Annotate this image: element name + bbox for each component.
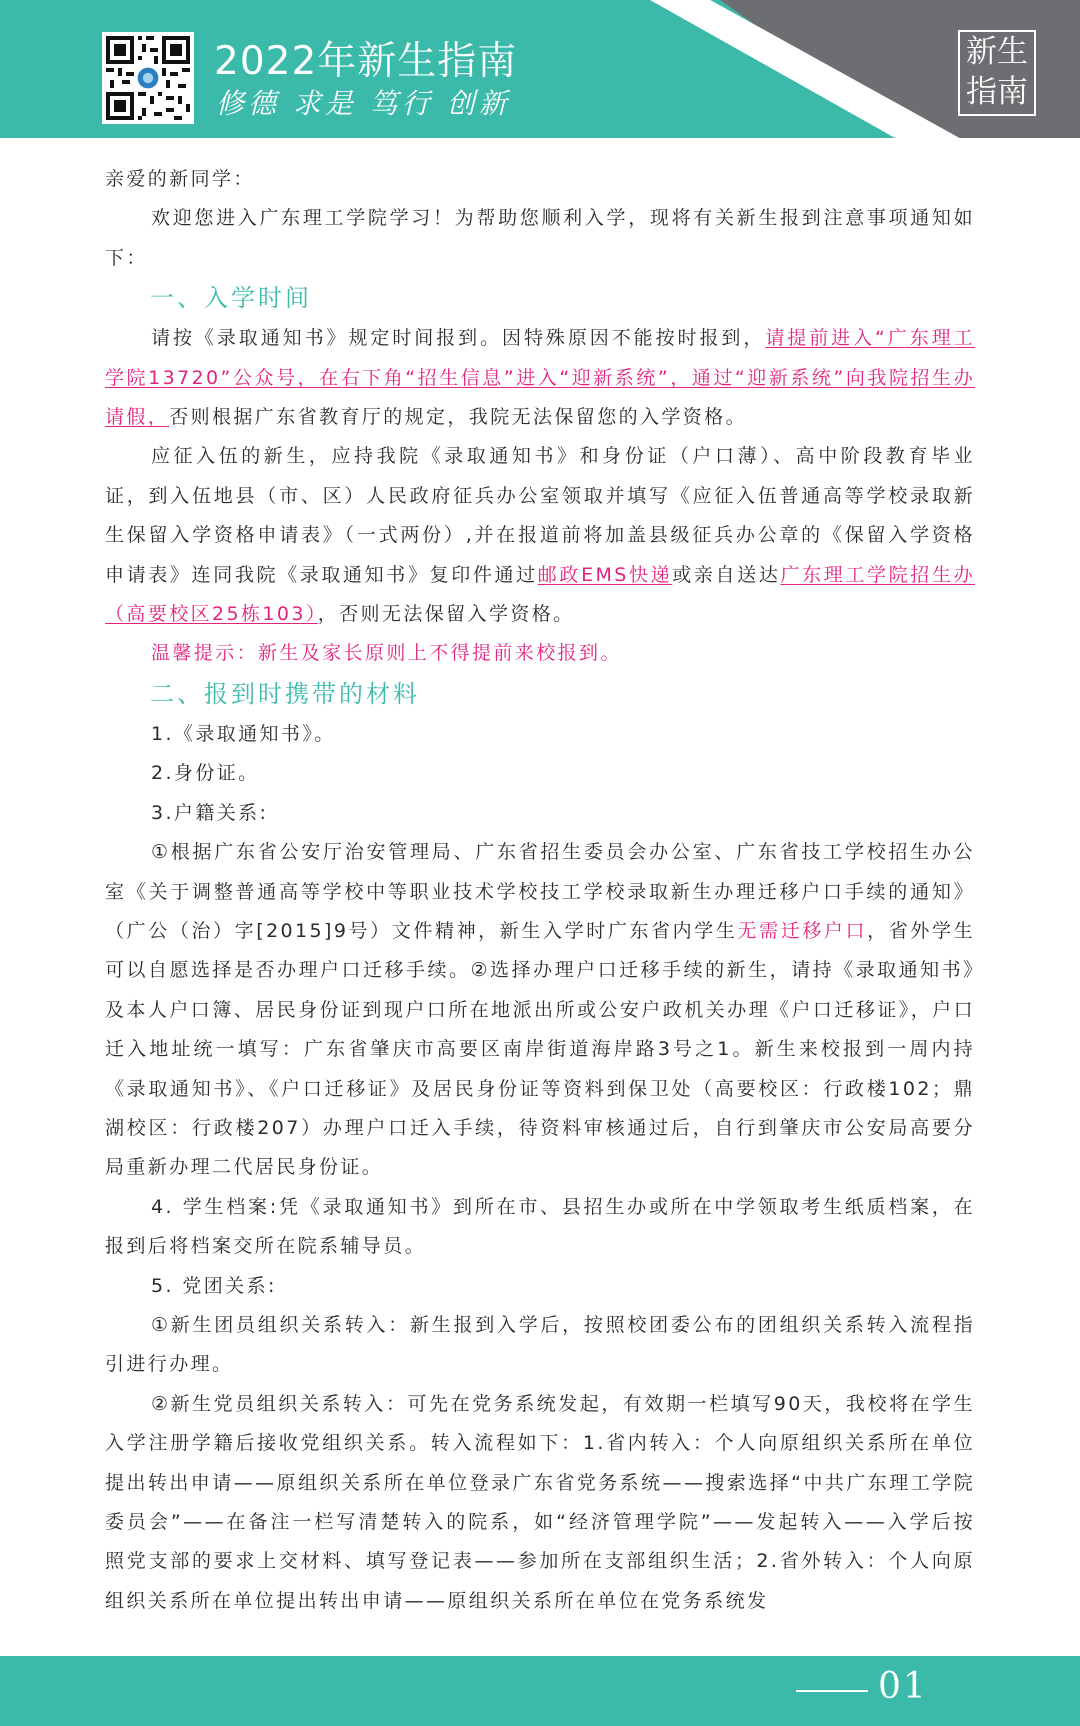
- hukou-paragraph: [105, 833, 975, 1188]
- leave-request-link[interactable]: 请提前进入“广东理工学院13720”公众号，在右下角“招生信息”进入“迎新系统”，通过“迎新系统”向我院招生办请假，: [105, 327, 976, 429]
- guide-badge: [958, 30, 1036, 116]
- warm-tip: 温馨提示：新生及家长原则上不得提前来校报到。: [151, 642, 622, 665]
- hukou-highlight: 无需迁移户口: [737, 919, 868, 942]
- hukou-text-b: ，省外学生可以自愿选择是否办理户口迁移手续。②选择办理户口迁移手续的新生，请持《录取通知书》及本人户口簿、居民身份证到现户口所在地派出所或公安户政机关办理《户口迁移证》，户口迁入地址统一填写：广东省肇庆市高要区南岸街道海岸路3号之1。新生来校报到一周内持《录取通知书》、《户口迁移证》及居民身份证等资料到保卫处（高要校区：行政楼102；鼎湖校区：行政楼207）办理户口迁入手续，待资料审核通过后，自行到肇庆市公安局高要分局重新办理二代居民身份证。: [105, 919, 975, 1179]
- guide-title: 2022年新生指南: [214, 39, 518, 84]
- material-item-5: 5. 党团关系:: [151, 1274, 277, 1297]
- league-paragraph: ①新生团员组织关系转入：新生报到入学后，按照校团委公布的团组织关系转入流程指引进行办理。: [105, 1313, 975, 1376]
- material-item-2: 2.身份证。: [151, 762, 260, 785]
- ems-link[interactable]: 邮政EMS快递: [537, 563, 673, 586]
- military-paragraph: [105, 437, 975, 634]
- material-item-3: 3.户籍关系:: [151, 801, 269, 824]
- section-2-heading: 二、报到时携带的材料: [150, 679, 420, 708]
- notice-body: [105, 160, 975, 1621]
- material-item-4: 4. 学生档案:凭《录取通知书》到所在市、县招生办或所在中学领取考生纸质档案，在报到后将档案交所在院系辅导员。: [105, 1195, 975, 1258]
- military-text-c: ，否则无法保留入学资格。: [317, 603, 575, 626]
- school-motto: 修德 求是 笃行 创新: [216, 87, 511, 120]
- footer-line: [796, 1690, 868, 1692]
- enrollment-time-text-b: 否则根据广东省教育厅的规定，我院无法保留您的入学资格。: [169, 406, 748, 429]
- material-item-1: 1.《录取通知书》。: [151, 722, 336, 745]
- military-text-b: 或亲自送达: [672, 563, 781, 586]
- qr-code-icon: [102, 32, 194, 124]
- page-number: 01: [878, 1666, 928, 1707]
- enrollment-time-text-a: 请按《录取通知书》规定时间报到。因特殊原因不能按时报到，: [151, 327, 766, 350]
- section-1-heading: 一、入学时间: [150, 284, 312, 313]
- badge-line-2: 指南: [966, 74, 1028, 110]
- military-text-a: 应征入伍的新生，应持我院《录取通知书》和身份证（户口薄）、高中阶段教育毕业证，到入伍地县（市、区）人民政府征兵办公室领取并填写《应征入伍普通高等学校录取新生保留入学资格申请表》（一式两份）,并在报道前将加盖县级征兵办公章的《保留入学资格申请表》连同我院《录取通知书》复印件通过: [105, 445, 975, 586]
- enrollment-time-paragraph: [105, 319, 975, 437]
- intro-paragraph: 欢迎您进入广东理工学院学习！为帮助您顺利入学，现将有关新生报到注意事项通知如下：: [105, 207, 975, 269]
- footer-bar: [0, 1656, 1080, 1726]
- party-paragraph: ②新生党员组织关系转入：可先在党务系统发起，有效期一栏填写90天，我校将在学生入学注册学籍后接收党组织关系。转入流程如下：1.省内转入：个人向原组织关系所在单位提出转出申请——原组织关系所在单位登录广东省党务系统——搜索选择“中共广东理工学院委员会”——在备注一栏写清楚转入的院系，如“经济管理学院”——发起转入——入学后按照党支部的要求上交材料、填写登记表——参加所在支部组织生活；2.省外转入：个人向原组织关系所在单位提出转出申请——原组织关系所在单位在党务系统发: [105, 1392, 975, 1612]
- greeting: 亲爱的新同学：: [105, 168, 255, 190]
- hukou-text-a: ①根据广东省公安厅治安管理局、广东省招生委员会办公室、广东省技工学校招生办公室《关于调整普通高等学校中等职业技术学校技工学校录取新生办理迁移户口手续的通知》（广公（治）字[2015]9号）文件精神，新生入学时广东省内学生: [105, 841, 975, 942]
- header-banner: [0, 0, 1080, 138]
- badge-line-1: 新生: [966, 34, 1028, 70]
- admissions-office-link[interactable]: 广东理工学院招生办（高要校区25栋103）: [105, 563, 975, 626]
